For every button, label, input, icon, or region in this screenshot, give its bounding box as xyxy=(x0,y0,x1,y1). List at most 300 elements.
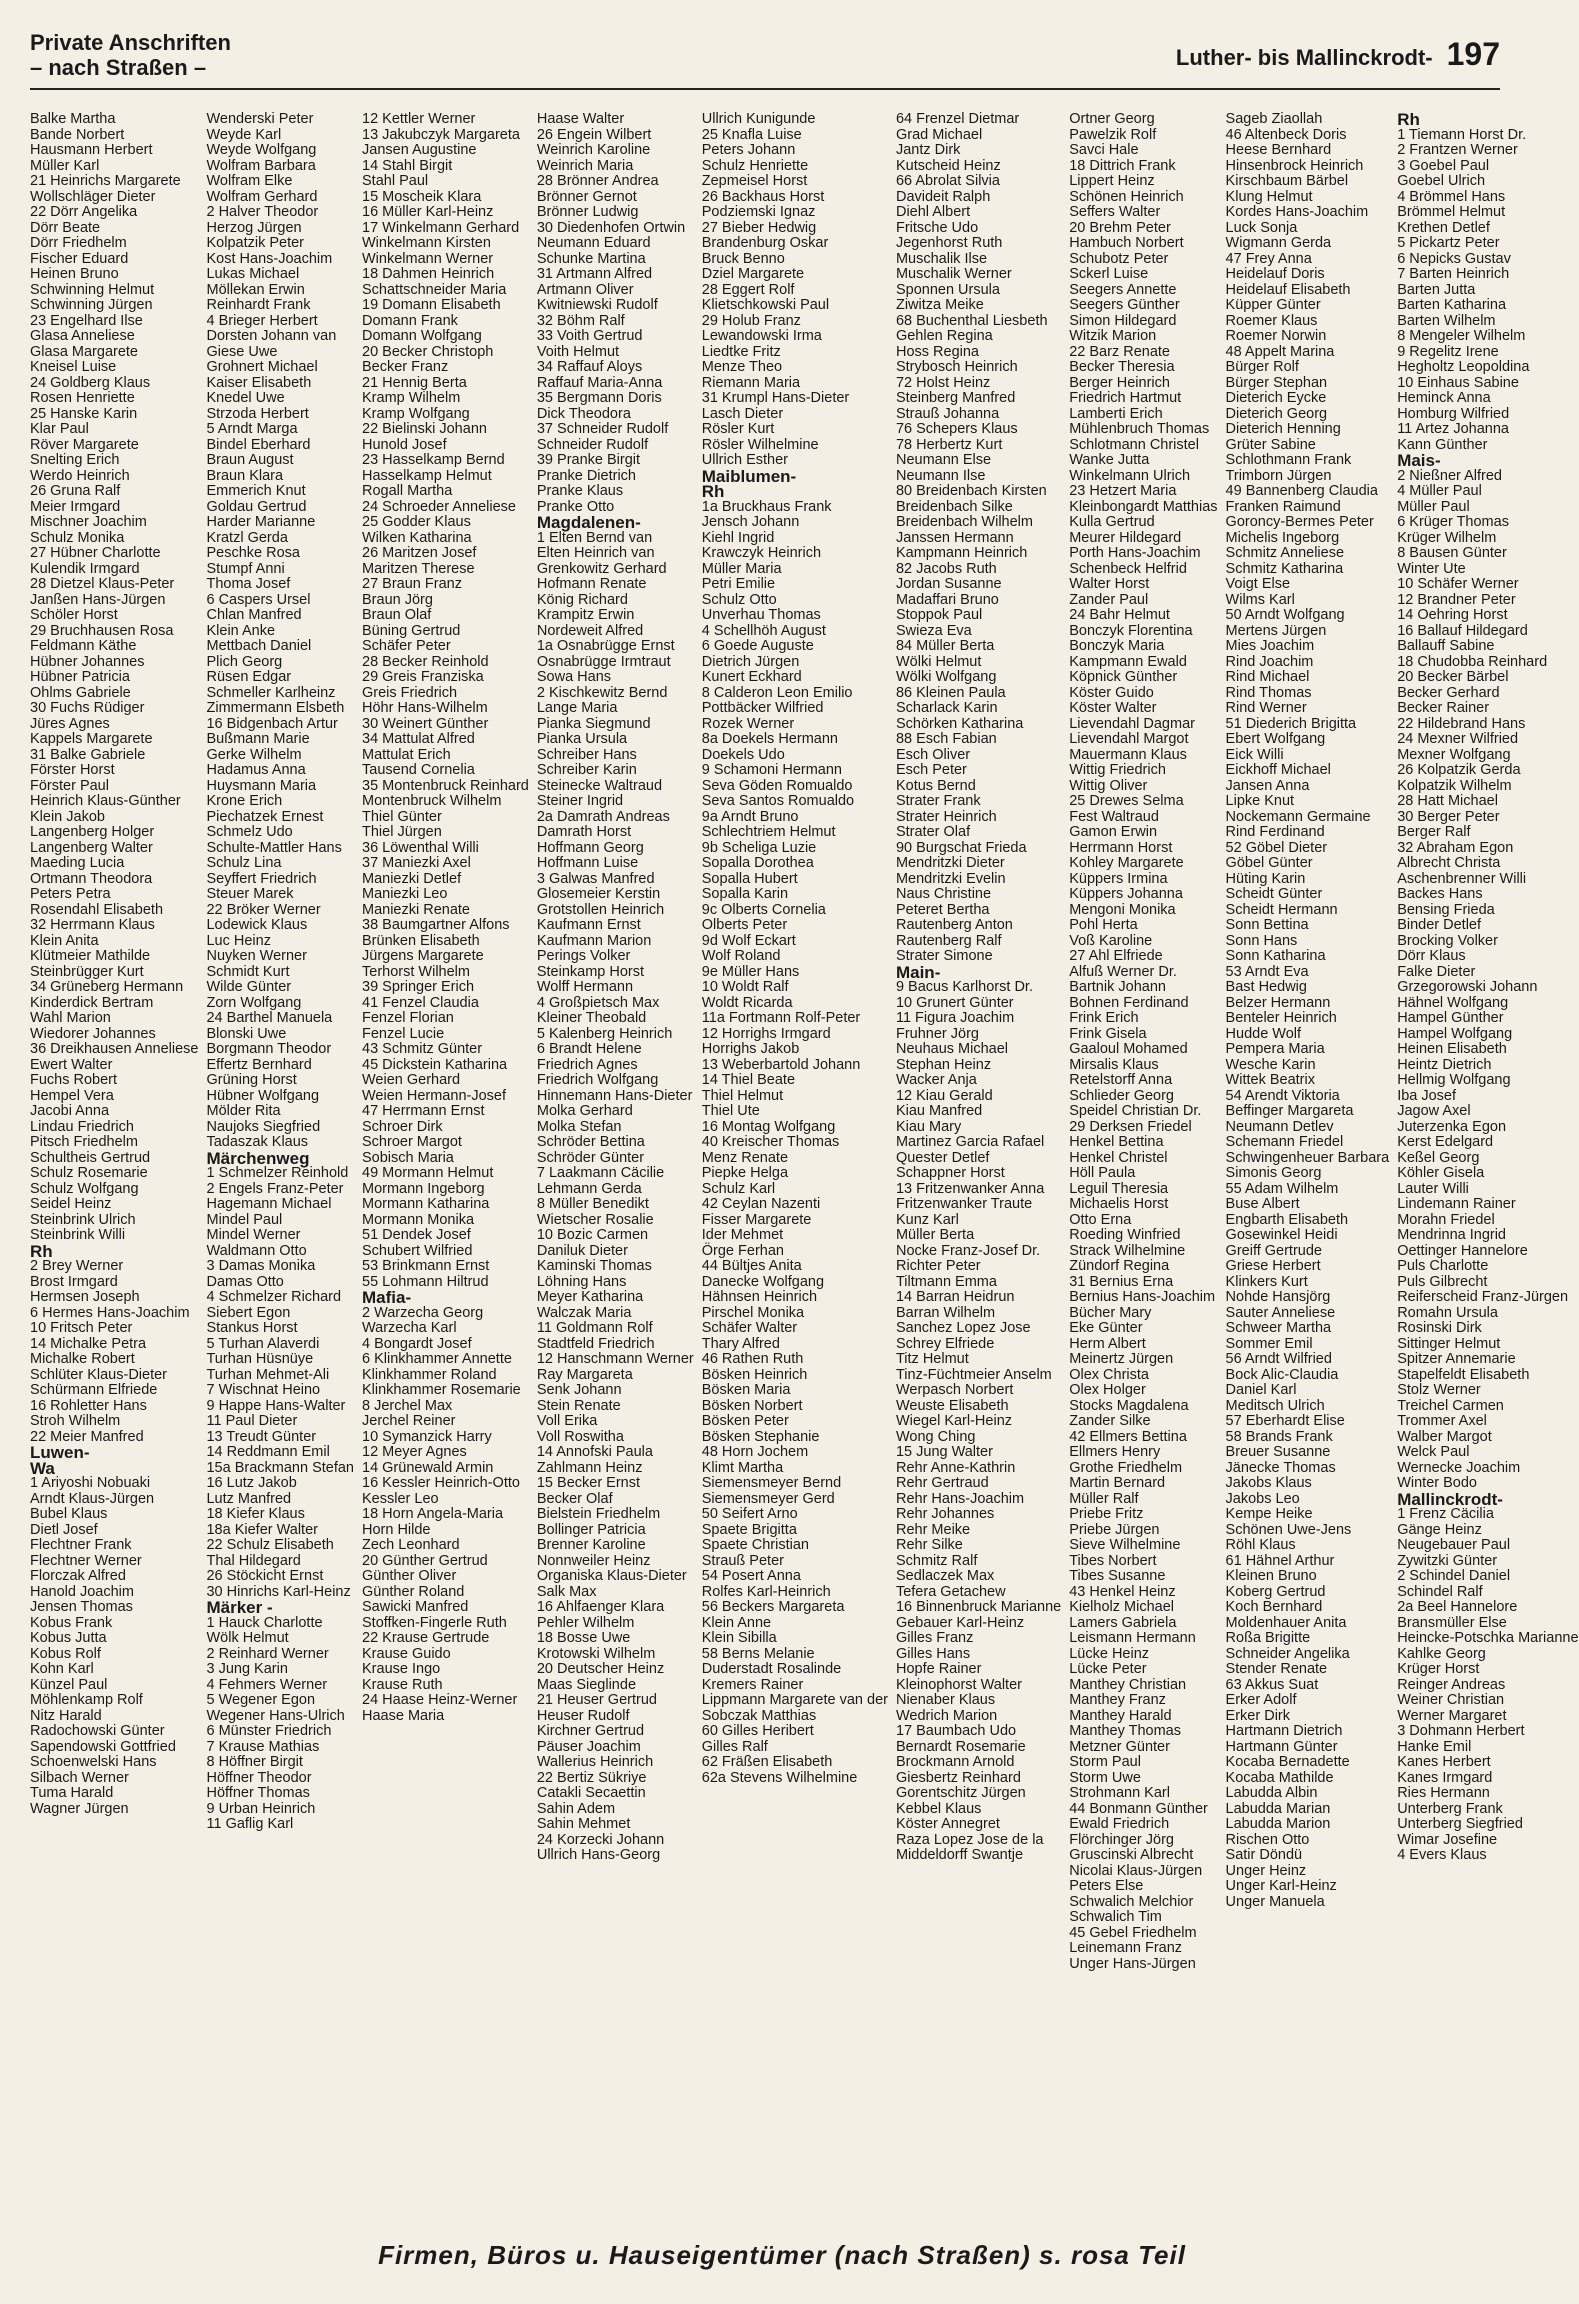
resident-entry: 4 Müller Paul xyxy=(1397,483,1482,499)
resident-entry: 8 Müller Benedikt xyxy=(536,1196,649,1212)
resident-entry: Friedrich Wolfgang xyxy=(536,1072,659,1088)
resident-entry: Unger Hans-Jürgen xyxy=(1069,1955,1196,1972)
resident-entry: 16 Kessler Heinrich-Otto xyxy=(362,1475,520,1491)
resident-entry: Peschke Rosa xyxy=(206,545,300,561)
resident-entry: 15a Brackmann Stefan xyxy=(206,1459,354,1476)
resident-entry: Stankus Horst xyxy=(206,1320,298,1336)
resident-entry: Langenberg Walter xyxy=(30,839,153,856)
resident-entry: Höffner Theodor xyxy=(206,1769,312,1786)
resident-entry: Siemensmeyer Bernd xyxy=(701,1475,842,1491)
resident-entry: Tuma Harald xyxy=(30,1785,114,1801)
resident-entry: 9 Regelitz Irene xyxy=(1397,343,1499,360)
resident-entry: Müller Berta xyxy=(895,1227,975,1243)
resident-entry: 44 Bonmann Günther xyxy=(1069,1800,1208,1817)
resident-entry: Stumpf Anni xyxy=(206,560,285,577)
resident-entry: Snelting Erich xyxy=(30,452,120,468)
resident-entry: Rozek Werner xyxy=(701,715,795,732)
resident-entry: Kerst Edelgard xyxy=(1397,1134,1494,1150)
resident-entry: Bensing Frieda xyxy=(1397,901,1495,918)
resident-entry: Pirschel Monika xyxy=(701,1304,805,1321)
resident-entry: Barten Jutta xyxy=(1397,281,1476,298)
resident-entry: 53 Arndt Eva xyxy=(1225,963,1309,980)
resident-entry: Braun August xyxy=(206,452,294,468)
resident-entry: Roemer Norwin xyxy=(1225,328,1327,344)
resident-entry: Bast Hedwig xyxy=(1225,979,1307,995)
resident-entry: Klinkhammer Rosemarie xyxy=(362,1382,521,1398)
resident-entry: Steinbrink Willi xyxy=(30,1227,126,1243)
resident-entry: Swieza Eva xyxy=(895,622,972,639)
resident-entry: 24 Schroeder Anneliese xyxy=(362,498,516,515)
resident-entry: Dziel Margarete xyxy=(701,266,805,282)
resident-entry: Peters Petra xyxy=(30,886,111,902)
resident-entry: 51 Diederich Brigitta xyxy=(1225,715,1357,732)
resident-entry: Maas Sieglinde xyxy=(536,1676,637,1693)
resident-entry: 7 Barten Heinrich xyxy=(1397,266,1510,282)
resident-entry: Schoenwelski Hans xyxy=(30,1754,157,1770)
resident-entry: Winter Ute xyxy=(1397,560,1466,577)
resident-entry: Schulz Otto xyxy=(701,591,777,608)
resident-entry: Pranke Dietrich xyxy=(536,467,636,484)
resident-entry: 39 Springer Erich xyxy=(362,979,475,995)
resident-entry: Schmitz Ralf xyxy=(895,1552,978,1569)
resident-entry: Franken Raimund xyxy=(1225,498,1341,515)
resident-entry: Röver Margarete xyxy=(30,436,139,453)
resident-entry: 31 Bernius Erna xyxy=(1069,1273,1174,1290)
resident-entry: 50 Seifert Arno xyxy=(701,1506,798,1522)
resident-entry: 16 Müller Karl-Heinz xyxy=(362,204,494,220)
resident-entry: 6 Münster Friedrich xyxy=(206,1723,332,1739)
resident-entry: Grothe Friedhelm xyxy=(1069,1459,1183,1476)
resident-entry: Sonn Katharina xyxy=(1225,948,1326,964)
resident-entry: Klung Helmut xyxy=(1225,188,1313,205)
resident-entry: Kohley Margarete xyxy=(1069,855,1184,871)
resident-entry: 10 Einhaus Sabine xyxy=(1397,374,1519,391)
resident-entry: Wenderski Peter xyxy=(206,111,314,127)
resident-entry: Seidel Heinz xyxy=(30,1196,112,1212)
resident-entry: 27 Hübner Charlotte xyxy=(30,545,161,561)
resident-entry: Titz Helmut xyxy=(895,1351,969,1367)
resident-entry: Kulla Gertrud xyxy=(1069,514,1155,530)
resident-entry: Radochowski Günter xyxy=(30,1723,165,1739)
resident-entry: Rosen Henriette xyxy=(30,390,135,406)
resident-entry: Barran Wilhelm xyxy=(895,1304,996,1321)
resident-entry: Müller Paul xyxy=(1397,498,1470,515)
resident-entry: Schmidt Kurt xyxy=(206,963,290,980)
resident-entry: Haase Walter xyxy=(536,111,625,127)
resident-entry: Krone Erich xyxy=(206,793,283,809)
resident-entry: Hüting Karin xyxy=(1225,870,1306,887)
resident-entry: 50 Arndt Wolfgang xyxy=(1225,607,1345,623)
resident-entry: Pitsch Friedhelm xyxy=(30,1134,138,1150)
resident-entry: Günther Oliver xyxy=(362,1568,457,1584)
resident-entry: Neumann Else xyxy=(895,452,992,468)
resident-entry: Hunold Josef xyxy=(362,436,447,453)
resident-entry: 14 Stahl Birgit xyxy=(362,157,453,174)
resident-entry: Schulz Rosemarie xyxy=(30,1165,148,1181)
resident-entry: Mindel Paul xyxy=(206,1211,283,1228)
resident-entry: Plich Georg xyxy=(206,653,283,670)
resident-entry: Krause Ingo xyxy=(362,1661,441,1677)
resident-entry: Kunert Eckhard xyxy=(701,669,802,685)
resident-entry: 42 Ceylan Nazenti xyxy=(701,1196,821,1212)
resident-entry: 22 Bielinski Johann xyxy=(362,421,487,437)
resident-entry: Spitzer Annemarie xyxy=(1397,1351,1516,1367)
resident-entry: Bürger Stephan xyxy=(1225,374,1328,391)
resident-entry: Klütmeier Mathilde xyxy=(30,948,151,964)
resident-entry: Schappner Horst xyxy=(895,1165,1005,1181)
resident-entry: Winkelmann Werner xyxy=(362,250,494,267)
resident-entry: Müller Karl xyxy=(30,157,100,174)
resident-entry: Daniel Karl xyxy=(1225,1382,1297,1398)
resident-entry: 17 Baumbach Udo xyxy=(895,1723,1017,1739)
resident-entry: 21 Heinrichs Margarete xyxy=(30,173,181,189)
resident-entry: Piechatzek Ernest xyxy=(206,808,324,825)
resident-entry: Köster Guido xyxy=(1069,684,1154,701)
resident-entry: Bindel Eberhard xyxy=(206,436,311,453)
resident-entry: Jüres Agnes xyxy=(30,715,110,732)
resident-entry: Wolfram Barbara xyxy=(206,157,316,174)
resident-entry: Daniluk Dieter xyxy=(536,1242,628,1259)
resident-entry: 9d Wolf Eckart xyxy=(701,932,796,949)
resident-entry: Pottbäcker Wilfried xyxy=(701,700,824,716)
resident-entry: 20 Becker Bärbel xyxy=(1397,669,1509,685)
resident-entry: Jagow Axel xyxy=(1397,1103,1471,1119)
resident-entry: Menz Renate xyxy=(701,1149,789,1166)
resident-entry: 56 Arndt Wilfried xyxy=(1225,1351,1332,1367)
resident-entry: Chlan Manfred xyxy=(206,607,302,623)
resident-entry: Schrey Elfriede xyxy=(895,1335,995,1352)
resident-entry: Martinez Garcia Rafael xyxy=(895,1134,1045,1150)
resident-entry: Elten Heinrich van xyxy=(536,545,655,561)
resident-entry: Fest Waltraud xyxy=(1069,808,1159,825)
resident-entry: 21 Hennig Berta xyxy=(362,374,467,391)
resident-entry: Weinrich Maria xyxy=(536,157,634,174)
resident-entry: Hübner Patricia xyxy=(30,669,130,685)
resident-entry: Klein Anne xyxy=(701,1614,772,1631)
resident-entry: Puls Charlotte xyxy=(1397,1258,1489,1274)
resident-entry: Förster Paul xyxy=(30,777,109,794)
resident-entry: Schäfer Peter xyxy=(362,638,451,654)
street-heading: Maiblumen- xyxy=(701,466,797,486)
resident-entry: Heincke-Potschka Marianne xyxy=(1397,1630,1579,1646)
resident-entry: Schmeller Karlheinz xyxy=(206,684,336,701)
resident-entry: Rehr Anne-Kathrin xyxy=(895,1459,1016,1476)
resident-entry: 22 Hildebrand Hans xyxy=(1397,715,1526,732)
resident-entry: 26 Maritzen Josef xyxy=(362,545,477,561)
resident-entry: Domann Wolfgang xyxy=(362,328,482,344)
resident-entry: Sobisch Maria xyxy=(362,1149,454,1166)
resident-entry: Becker Rainer xyxy=(1397,700,1490,716)
resident-entry: 30 Berger Peter xyxy=(1397,808,1500,825)
resident-entry: Harder Marianne xyxy=(206,514,316,530)
resident-entry: Steuer Marek xyxy=(206,886,294,902)
resident-entry: Kiau Mary xyxy=(895,1118,962,1135)
resident-entry: Balke Martha xyxy=(30,111,116,127)
resident-entry: Raza Lopez Jose de la xyxy=(895,1831,1044,1848)
resident-entry: Sonn Hans xyxy=(1225,932,1298,949)
resident-entry: Krampitz Erwin xyxy=(536,607,635,623)
resident-entry: Schroer Dirk xyxy=(362,1118,443,1135)
resident-entry: Ortner Georg xyxy=(1069,111,1155,127)
resident-entry: 23 Engelhard Ilse xyxy=(30,312,143,329)
resident-entry: Stolz Werner xyxy=(1397,1382,1481,1398)
resident-entry: 31 Krumpl Hans-Dieter xyxy=(701,390,850,406)
resident-entry: Rehr Gertraud xyxy=(895,1475,989,1491)
resident-entry: Kiehl Ingrid xyxy=(701,529,775,546)
resident-entry: Tadaszak Klaus xyxy=(206,1134,309,1150)
resident-entry: Gänge Heinz xyxy=(1397,1521,1482,1538)
resident-entry: Schulz Wolfgang xyxy=(30,1180,139,1197)
resident-entry: Muschalik Ilse xyxy=(895,250,988,267)
resident-entry: 8 Calderon Leon Emilio xyxy=(701,684,853,701)
resident-entry: 37 Maniezki Axel xyxy=(362,855,471,871)
resident-entry: Aschenbrenner Willi xyxy=(1397,870,1527,887)
street-heading: Mallinckrodt- xyxy=(1397,1489,1503,1509)
resident-entry: Simon Hildegard xyxy=(1069,312,1177,329)
resident-entry: Weinrich Karoline xyxy=(536,142,651,158)
resident-entry: Weien Gerhard xyxy=(362,1072,461,1088)
resident-entry: Wagner Jürgen xyxy=(30,1800,129,1817)
street-range-title: Luther- bis Mallinckrodt- xyxy=(1175,45,1433,70)
resident-entry: 23 Hasselkamp Bernd xyxy=(362,452,505,468)
resident-entry: 9 Happe Hans-Walter xyxy=(206,1397,346,1414)
resident-entry: 24 Haase Heinz-Werner xyxy=(362,1692,518,1708)
resident-entry: Leinemann Franz xyxy=(1069,1940,1183,1956)
directory-column xyxy=(1397,112,1578,2192)
resident-entry: Lipke Knut xyxy=(1225,793,1295,809)
resident-entry: Lehmann Gerda xyxy=(536,1180,642,1197)
resident-entry: Löhning Hans xyxy=(536,1273,627,1290)
directory-column xyxy=(206,112,354,2192)
resident-entry: Mirsalis Klaus xyxy=(1069,1056,1159,1073)
resident-entry: Schörken Katharina xyxy=(895,715,1024,732)
resident-entry: 29 Holub Franz xyxy=(701,312,801,329)
resident-entry: 32 Abraham Egon xyxy=(1397,839,1514,856)
resident-entry: Nonnweiler Heinz xyxy=(536,1552,651,1569)
resident-entry: Seegers Annette xyxy=(1069,281,1177,298)
resident-entry: Schwingenheuer Barbara xyxy=(1225,1149,1390,1166)
resident-entry: Becker Franz xyxy=(362,359,449,375)
resident-entry: Wölki Helmut xyxy=(895,653,982,670)
resident-entry: 45 Dickstein Katharina xyxy=(362,1056,508,1073)
resident-entry: Gilles Hans xyxy=(895,1645,971,1662)
resident-entry: 8 Jerchel Max xyxy=(362,1397,453,1414)
resident-entry: Schulz Lina xyxy=(206,855,282,871)
resident-entry: Pranke Klaus xyxy=(536,483,624,499)
resident-entry: Sobczak Matthias xyxy=(701,1707,817,1724)
resident-entry: Schäfer Walter xyxy=(701,1320,798,1336)
resident-entry: Arndt Klaus-Jürgen xyxy=(30,1490,155,1507)
street-heading: Wa xyxy=(30,1458,55,1478)
resident-entry: Lukas Michael xyxy=(206,266,300,282)
resident-entry: Zahlmann Heinz xyxy=(536,1459,643,1476)
resident-entry: Bubel Klaus xyxy=(30,1506,108,1522)
resident-entry: Künzel Paul xyxy=(30,1676,108,1693)
resident-entry: Unverhau Thomas xyxy=(701,607,821,623)
resident-entry: Heintz Dietrich xyxy=(1397,1056,1492,1073)
resident-entry: Middeldorff Swantje xyxy=(895,1847,1024,1863)
resident-entry: Bußmann Marie xyxy=(206,731,310,747)
resident-entry: 34 Grüneberg Hermann xyxy=(30,979,184,995)
resident-entry: Kobus Jutta xyxy=(30,1630,107,1646)
resident-entry: 12 Kettler Werner xyxy=(362,111,476,127)
resident-entry: Hagemann Michael xyxy=(206,1196,332,1212)
resident-entry: 25 Drewes Selma xyxy=(1069,793,1184,809)
resident-entry: Schwinning Helmut xyxy=(30,281,155,298)
resident-entry: Lippert Heinz xyxy=(1069,173,1155,189)
resident-entry: Klietschkowski Paul xyxy=(701,297,830,313)
resident-entry: Grüter Sabine xyxy=(1225,436,1316,453)
resident-entry: Hampel Wolfgang xyxy=(1397,1025,1513,1042)
resident-entry: Strauß Johanna xyxy=(895,405,1000,422)
resident-entry: Stoffken-Fingerle Ruth xyxy=(362,1614,507,1631)
resident-entry: 28 Dietzel Klaus-Peter xyxy=(30,576,175,592)
resident-entry: 4 Schmelzer Richard xyxy=(206,1289,342,1305)
resident-entry: Savci Hale xyxy=(1069,142,1139,158)
resident-entry: Pianka Siegmund xyxy=(536,715,651,732)
resident-entry: Kappels Margarete xyxy=(30,731,153,747)
resident-entry: Brost Irmgard xyxy=(30,1273,118,1290)
resident-entry: Sanchez Lopez Jose xyxy=(895,1320,1031,1336)
resident-entry: 9a Arndt Bruno xyxy=(701,808,799,825)
resident-entry: Catakli Secaettin xyxy=(536,1785,646,1801)
resident-entry: Senk Johann xyxy=(536,1382,622,1398)
resident-entry: Florczak Alfred xyxy=(30,1568,126,1584)
resident-entry: Turhan Mehmet-Ali xyxy=(206,1366,330,1383)
resident-entry: Ullrich Hans-Georg xyxy=(536,1847,661,1863)
resident-entry: 11 Artez Johanna xyxy=(1397,421,1509,437)
resident-entry: Seffers Walter xyxy=(1069,204,1161,220)
resident-entry: Peteret Bertha xyxy=(895,901,990,918)
resident-entry: Petri Emilie xyxy=(701,576,776,592)
resident-entry: Schreiber Hans xyxy=(536,746,637,763)
resident-entry: Krause Guido xyxy=(362,1645,451,1662)
resident-entry: 43 Schmitz Günter xyxy=(362,1041,483,1057)
resident-entry: 5 Turhan Alaverdi xyxy=(206,1335,320,1352)
resident-entry: 13 Weberbartold Johann xyxy=(701,1056,861,1073)
resident-entry: Bücher Mary xyxy=(1069,1304,1152,1321)
resident-entry: Sckerl Luise xyxy=(1069,266,1149,282)
resident-entry: Sawicki Manfred xyxy=(362,1599,469,1615)
resident-entry: Krethen Detlef xyxy=(1397,219,1490,236)
resident-entry: Grotstollen Heinrich xyxy=(536,901,665,918)
resident-entry: Leismann Hermann xyxy=(1069,1630,1196,1646)
resident-entry: Neumann Ilse xyxy=(895,467,986,484)
resident-entry: Erker Dirk xyxy=(1225,1707,1290,1724)
resident-entry: 51 Dendek Josef xyxy=(362,1227,471,1243)
resident-entry: Kampmann Heinrich xyxy=(895,545,1028,561)
resident-entry: Bohnen Ferdinand xyxy=(1069,994,1189,1011)
resident-entry: Perings Volker xyxy=(536,948,631,964)
resident-entry: Kirschbaum Bärbel xyxy=(1225,173,1349,189)
resident-entry: Retelstorff Anna xyxy=(1069,1072,1173,1088)
resident-entry: 9 Schamoni Hermann xyxy=(701,762,843,778)
resident-entry: Spaete Christian xyxy=(701,1537,809,1553)
resident-entry: Maniezki Renate xyxy=(362,901,470,918)
resident-entry: Gerke Wilhelm xyxy=(206,746,302,763)
resident-entry: Flörchinger Jörg xyxy=(1069,1831,1174,1848)
resident-entry: 14 Michalke Petra xyxy=(30,1335,147,1352)
resident-entry: 56 Beckers Margareta xyxy=(701,1599,845,1615)
resident-entry: Ohlms Gabriele xyxy=(30,684,131,701)
resident-entry: Wigmann Gerda xyxy=(1225,235,1332,251)
resident-entry: Storm Paul xyxy=(1069,1754,1141,1770)
resident-entry: 30 Diedenhofen Ortwin xyxy=(536,219,686,236)
resident-entry: Heinen Bruno xyxy=(30,266,119,282)
resident-entry: Lamberti Erich xyxy=(1069,405,1163,422)
resident-entry: 22 Bröker Werner xyxy=(206,901,321,918)
resident-entry: Mindel Werner xyxy=(206,1227,301,1243)
resident-entry: Bösken Maria xyxy=(701,1382,791,1398)
resident-entry: Kulendik Irmgard xyxy=(30,560,140,577)
resident-entry: Heuser Rudolf xyxy=(536,1707,630,1724)
resident-entry: 29 Greis Franziska xyxy=(362,669,484,685)
resident-entry: Trimborn Jürgen xyxy=(1225,467,1332,484)
resident-entry: Zech Leonhard xyxy=(362,1537,460,1553)
resident-entry: Labudda Marian xyxy=(1225,1800,1331,1817)
resident-entry: 32 Herrmann Klaus xyxy=(30,917,155,933)
resident-entry: Förster Horst xyxy=(30,762,115,778)
resident-entry: Damrath Horst xyxy=(536,824,632,840)
resident-entry: Naujoks Siegfried xyxy=(206,1118,321,1135)
resident-entry: Raffauf Maria-Anna xyxy=(536,374,663,391)
resident-entry: Siebert Egon xyxy=(206,1304,291,1321)
resident-entry: Wiedorer Johannes xyxy=(30,1025,156,1042)
resident-entry: 4 Brieger Herbert xyxy=(206,312,318,329)
resident-entry: Manthey Franz xyxy=(1069,1692,1166,1708)
resident-entry: Klar Paul xyxy=(30,421,89,437)
resident-entry: Peters Johann xyxy=(701,142,796,158)
resident-entry: Herzog Jürgen xyxy=(206,219,302,236)
resident-entry: Wilde Günter xyxy=(206,979,292,995)
resident-entry: Jacobi Anna xyxy=(30,1103,110,1119)
resident-entry: Hinsenbrock Heinrich xyxy=(1225,157,1364,174)
resident-entry: Schwalich Melchior xyxy=(1069,1893,1194,1910)
resident-entry: Mendritzki Evelin xyxy=(895,870,1006,887)
resident-entry: Giese Uwe xyxy=(206,343,278,360)
resident-entry: Romahn Ursula xyxy=(1397,1304,1498,1321)
resident-entry: Kocaba Mathilde xyxy=(1225,1769,1334,1786)
resident-entry: Herm Albert xyxy=(1069,1335,1146,1352)
resident-entry: Frink Gisela xyxy=(1069,1025,1147,1042)
resident-entry: Mölder Rita xyxy=(206,1103,281,1119)
resident-entry: Seyffert Friedrich xyxy=(206,870,317,887)
resident-entry: Bock Alic-Claudia xyxy=(1225,1366,1339,1383)
resident-entry: 15 Jung Walter xyxy=(895,1444,993,1460)
resident-entry: Winter Bodo xyxy=(1397,1475,1477,1491)
resident-entry: Ullrich Esther xyxy=(701,452,788,468)
resident-entry: Brömmel Helmut xyxy=(1397,204,1506,220)
resident-entry: 3 Damas Monika xyxy=(206,1258,316,1274)
directory-column xyxy=(702,112,888,2192)
resident-entry: Fruhner Jörg xyxy=(895,1025,979,1042)
resident-entry: Kleinen Bruno xyxy=(1225,1568,1317,1584)
resident-entry: Zander Paul xyxy=(1069,591,1149,608)
resident-entry: Meier Irmgard xyxy=(30,498,121,515)
street-heading: Rh xyxy=(30,1241,53,1261)
resident-entry: Nohde Hansjörg xyxy=(1225,1289,1331,1305)
resident-entry: Weiner Christian xyxy=(1397,1692,1505,1708)
resident-entry: Stapelfeldt Elisabeth xyxy=(1397,1366,1530,1383)
resident-entry: Wimar Josefine xyxy=(1397,1831,1498,1848)
resident-entry: Zimmermann Elsbeth xyxy=(206,700,345,716)
resident-entry: 11 Gaflig Karl xyxy=(206,1816,294,1832)
resident-entry: 35 Bergmann Doris xyxy=(536,390,662,406)
street-heading: Rh xyxy=(701,482,725,501)
resident-entry: 26 Gruna Ralf xyxy=(30,483,121,499)
resident-entry: 57 Eberhardt Elise xyxy=(1225,1413,1345,1429)
resident-entry: Rosendahl Elisabeth xyxy=(30,901,164,918)
